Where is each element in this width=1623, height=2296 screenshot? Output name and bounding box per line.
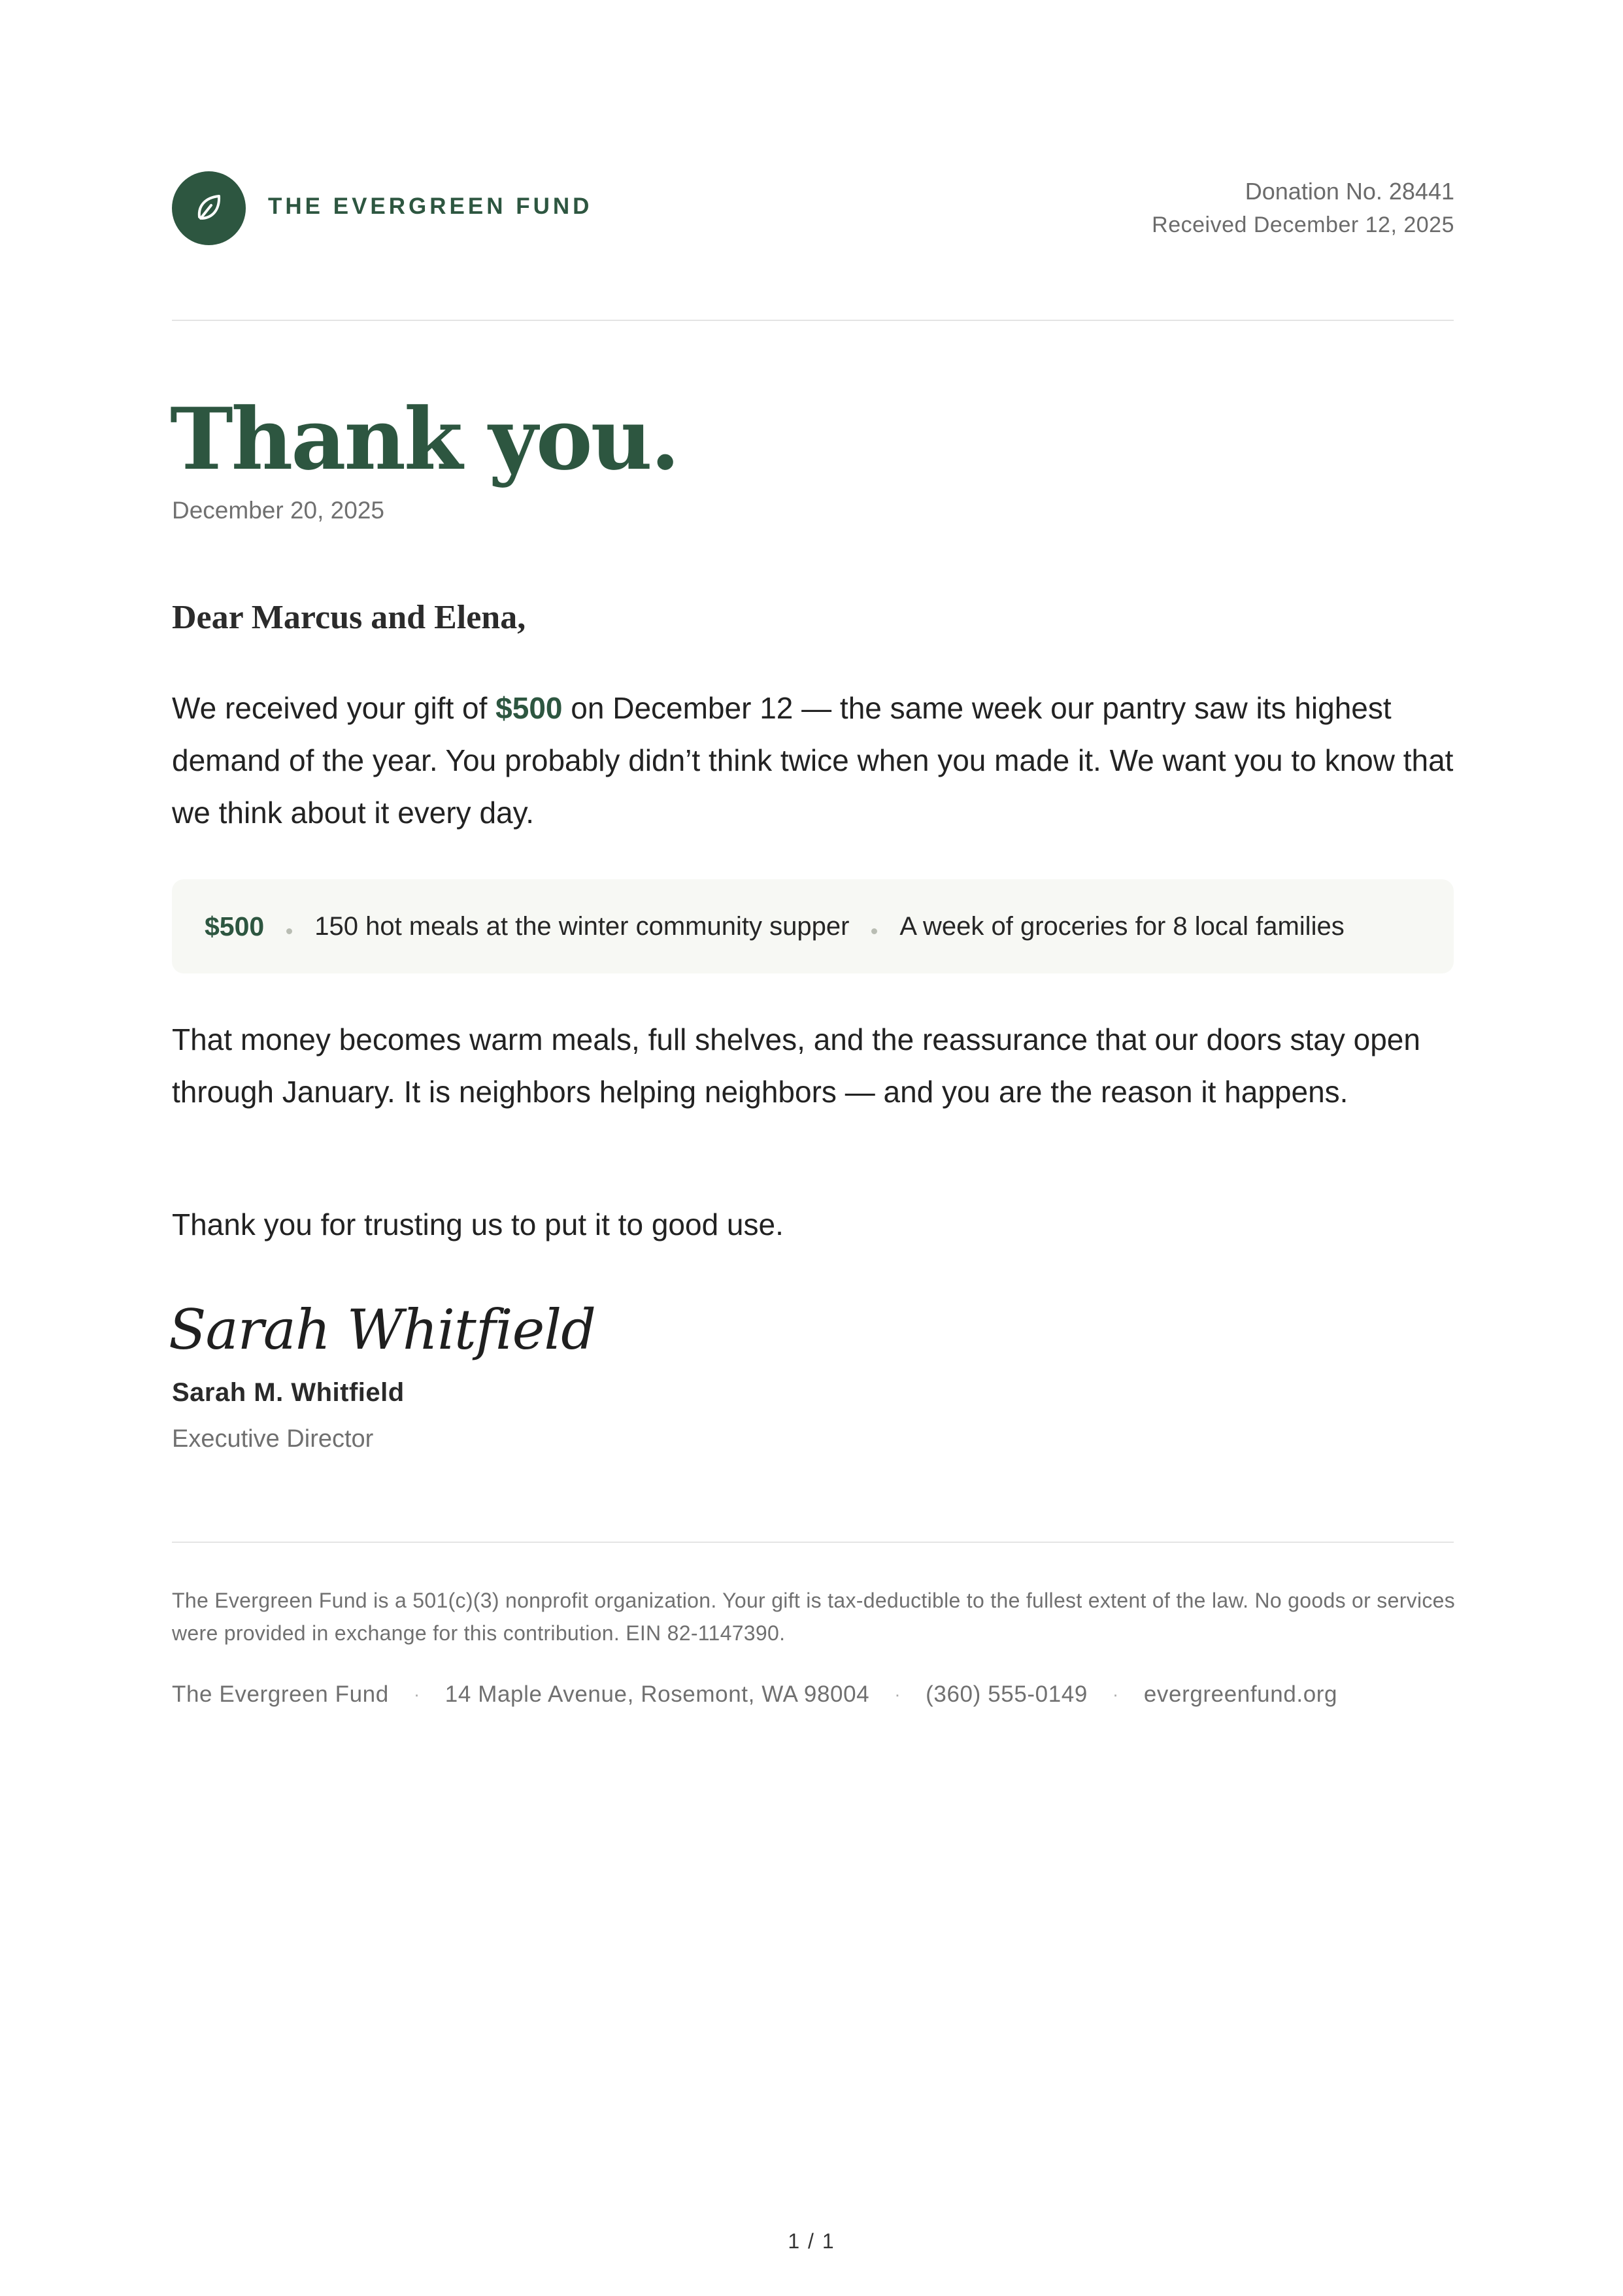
- impact-item-meals: 150 hot meals at the winter community supper: [314, 911, 850, 941]
- paragraph-closing: Thank you for trusting us to put it to good use.: [172, 1207, 784, 1241]
- footer-org: The Evergreen Fund: [172, 1681, 389, 1707]
- donation-meta: [1152, 175, 1454, 242]
- footer-website[interactable]: evergreenfund.org: [1143, 1681, 1338, 1707]
- signer-name: Sarah M. Whitfield: [172, 1378, 405, 1407]
- legal-notice: The Evergreen Fund is a 501(c)(3) nonprofit organization. Your gift is tax-deductible to the fullest extent of the law. No goods or services were provided in exchange for this contribution. EIN 82-1147390.: [172, 1589, 1456, 1645]
- contact-line: [172, 1681, 1337, 1708]
- paragraph-gift: [172, 682, 1463, 839]
- letter-title: Thank you.: [170, 389, 678, 489]
- signer-title: Executive Director: [172, 1425, 374, 1453]
- separator-dot: [871, 928, 877, 934]
- separator-dot: ·: [894, 1684, 901, 1704]
- separator-dot: ·: [1112, 1684, 1119, 1704]
- footer-phone: (360) 555-0149: [926, 1681, 1088, 1707]
- letter-date: December 20, 2025: [172, 497, 384, 524]
- donation-number: Donation No. 28441: [1245, 178, 1454, 205]
- received-date: Received December 12, 2025: [1152, 212, 1454, 237]
- footer-divider: [172, 1542, 1454, 1543]
- gift-amount: $500: [495, 691, 563, 725]
- paragraph-gift-lead: We received your gift of: [172, 691, 496, 725]
- salutation: Dear Marcus and Elena,: [172, 599, 526, 636]
- signature: Sarah Whitfield: [169, 1298, 596, 1362]
- paragraph-gift-rest: on December 12 — the same week our pantry saw its highest demand of the year. You probably didn’t think twice when you made it. We want you to know that we think about it every day.: [172, 691, 1454, 830]
- separator-dot: [286, 928, 292, 934]
- impact-summary: [172, 879, 1454, 973]
- impact-item-groceries: A week of groceries for 8 local families: [899, 911, 1345, 941]
- org-name: THE EVERGREEN FUND: [268, 194, 593, 219]
- leaf-icon: [172, 171, 246, 245]
- paragraph-impact: That money becomes warm meals, full shelves, and the reassurance that our doors stay open through January. It is neighbors helping neighbors — and you are the reason it happens.: [172, 1022, 1420, 1109]
- impact-amount: $500: [205, 911, 265, 941]
- separator-dot: ·: [413, 1684, 420, 1704]
- header-divider: [172, 320, 1454, 321]
- page-number: 1 / 1: [788, 2229, 835, 2253]
- footer-address: 14 Maple Avenue, Rosemont, WA 98004: [444, 1681, 870, 1707]
